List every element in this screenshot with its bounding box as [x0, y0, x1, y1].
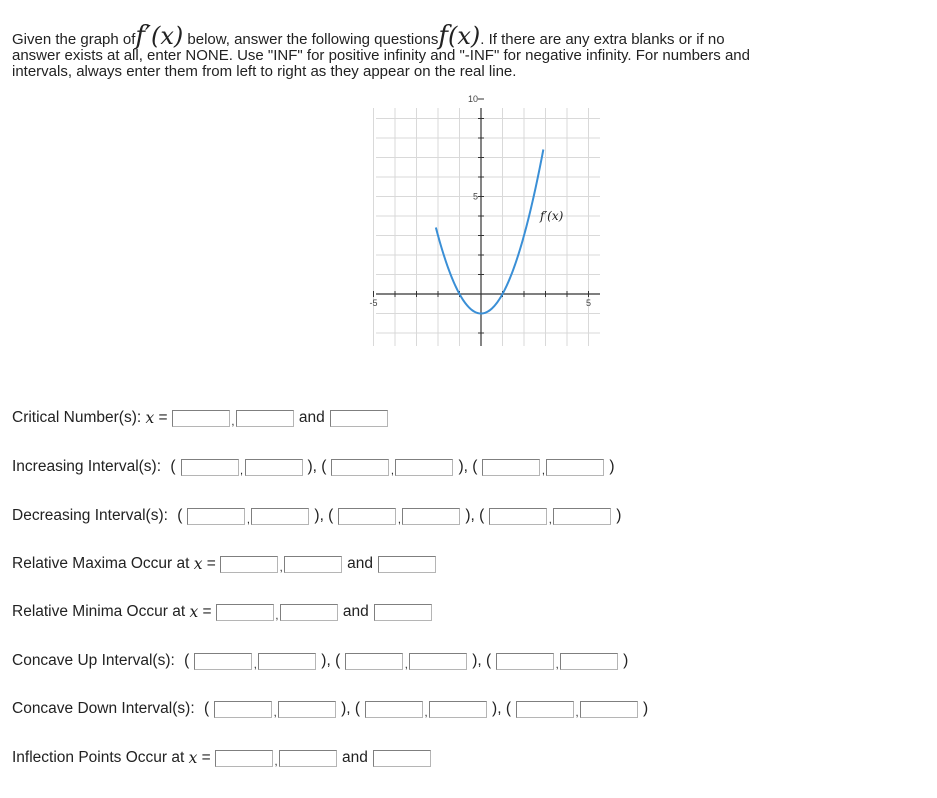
answer-blank[interactable]	[338, 508, 396, 525]
answer-blank[interactable]	[216, 604, 274, 621]
comma-separator: ,	[397, 514, 401, 526]
question-critical	[12, 409, 388, 427]
paren-separator: (	[184, 652, 190, 669]
answer-blank[interactable]	[331, 459, 389, 476]
answer-blank[interactable]	[409, 653, 467, 670]
question-label: Concave Down Interval(s):	[12, 700, 199, 717]
question-label: Decreasing Interval(s):	[12, 507, 173, 524]
paren-separator: ), (	[321, 652, 341, 669]
tick-label-y-top: 10	[467, 94, 478, 104]
comma-separator: ,	[541, 465, 545, 477]
question-concave-down	[12, 700, 653, 718]
fprime-arg: (x)	[150, 22, 184, 50]
question-label: Increasing Interval(s):	[12, 458, 166, 475]
question-decreasing	[12, 507, 626, 525]
answer-blank[interactable]	[345, 653, 403, 670]
answer-blank[interactable]	[187, 508, 245, 525]
curve-label: f′(x)	[540, 209, 564, 223]
comma-separator: ,	[404, 659, 408, 671]
question-label: Relative Minima Occur at	[12, 603, 190, 620]
and-separator: and	[298, 409, 325, 426]
comma-separator: ,	[548, 514, 552, 526]
comma-separator: ,	[231, 416, 235, 428]
paren-separator: ), (	[465, 507, 485, 524]
answer-blank[interactable]	[374, 604, 432, 621]
comma-separator: ,	[274, 756, 278, 768]
and-separator: and	[347, 555, 374, 572]
paren-separator: ), (	[492, 700, 511, 717]
answer-blank[interactable]	[402, 508, 460, 525]
answer-blank[interactable]	[496, 653, 554, 670]
answer-blank[interactable]	[330, 410, 388, 427]
question-inflection	[12, 749, 431, 767]
f-symbol: f	[438, 21, 449, 51]
answer-blank[interactable]	[560, 653, 618, 670]
answer-blank[interactable]	[482, 459, 540, 476]
answer-blank[interactable]	[278, 701, 336, 718]
paren-separator: ), (	[314, 507, 334, 524]
answer-blank[interactable]	[214, 701, 272, 718]
answer-blank[interactable]	[280, 604, 338, 621]
paren-separator: (	[177, 507, 183, 524]
equals-sign: =	[202, 555, 221, 572]
answer-blank[interactable]	[245, 459, 303, 476]
paren-separator: )	[623, 652, 629, 669]
answer-blank[interactable]	[373, 750, 431, 767]
derivative-curve	[436, 150, 543, 314]
comma-separator: ,	[424, 707, 428, 719]
paren-separator: )	[609, 458, 615, 475]
answer-blank[interactable]	[194, 653, 252, 670]
paren-separator: ), (	[341, 700, 361, 717]
comma-separator: ,	[275, 610, 279, 622]
f-arg: (x)	[448, 22, 481, 50]
comma-separator: ,	[575, 707, 579, 719]
question-rel-max	[12, 555, 436, 573]
answer-blank[interactable]	[580, 701, 638, 718]
comma-separator: ,	[273, 707, 277, 719]
answer-blank[interactable]	[258, 653, 316, 670]
equals-sign: =	[197, 749, 216, 766]
instructions	[12, 21, 927, 80]
answer-blank[interactable]	[215, 750, 273, 767]
paren-separator: )	[642, 700, 649, 717]
question-label: Inflection Points Occur at	[12, 749, 189, 766]
answer-blank[interactable]	[284, 556, 342, 573]
tick-label-x-pos: 5	[585, 298, 592, 308]
comma-separator: ,	[246, 514, 250, 526]
instructions-line-1	[12, 21, 927, 51]
answer-blank[interactable]	[489, 508, 547, 525]
tick-label-y-mid: 5	[472, 191, 478, 202]
answer-blank[interactable]	[220, 556, 278, 573]
answer-blank[interactable]	[236, 410, 294, 427]
paren-separator: (	[203, 700, 210, 717]
answer-blank[interactable]	[429, 701, 487, 718]
comma-separator: ,	[390, 465, 394, 477]
comma-separator: ,	[239, 465, 244, 477]
instructions-part3: . If there are any extra blanks or if no	[480, 31, 725, 48]
math-variable: x	[193, 555, 203, 573]
equals-sign: =	[154, 409, 172, 426]
answer-blank[interactable]	[395, 459, 453, 476]
answer-blank[interactable]	[365, 701, 423, 718]
graph-grid	[374, 108, 601, 346]
question-label: Critical Number(s):	[12, 409, 146, 426]
fprime-symbol: f′	[135, 21, 151, 51]
paren-separator: (	[170, 458, 176, 475]
paren-separator: )	[616, 507, 622, 524]
answer-blank[interactable]	[251, 508, 309, 525]
equals-sign: =	[198, 603, 216, 620]
math-variable: x	[188, 749, 198, 767]
question-label: Concave Up Interval(s):	[12, 652, 180, 669]
question-rel-min	[12, 603, 432, 621]
answer-blank[interactable]	[378, 556, 436, 573]
answer-blank[interactable]	[546, 459, 604, 476]
answer-blank[interactable]	[181, 459, 239, 476]
question-increasing	[12, 458, 620, 476]
comma-separator: ,	[279, 562, 283, 574]
instructions-line-2: answer exists at all, enter NONE. Use "INF" for positive infinity and "-INF" for negative infinity. For numbers and	[12, 47, 750, 64]
and-separator: and	[342, 749, 368, 766]
instructions-line-3: intervals, always enter them from left to right as they appear on the real line.	[12, 63, 517, 80]
comma-separator: ,	[555, 659, 559, 671]
answer-blank[interactable]	[516, 701, 574, 718]
and-separator: and	[342, 603, 369, 620]
answer-blank[interactable]	[279, 750, 337, 767]
derivative-graph	[368, 94, 604, 350]
tick-label-x-neg: -5	[369, 298, 378, 308]
paren-separator: ), (	[472, 652, 492, 669]
answer-blank[interactable]	[553, 508, 611, 525]
math-variable: x	[145, 409, 155, 427]
question-concave-up	[12, 652, 633, 670]
answer-blank[interactable]	[172, 410, 230, 427]
instructions-part1: Given the graph of	[12, 31, 136, 48]
comma-separator: ,	[253, 659, 257, 671]
paren-separator: ), (	[458, 458, 478, 475]
math-variable: x	[189, 603, 199, 621]
instructions-part2: below, answer the following questions	[187, 31, 439, 48]
question-label: Relative Maxima Occur at	[12, 555, 194, 572]
paren-separator: ), (	[307, 458, 327, 475]
